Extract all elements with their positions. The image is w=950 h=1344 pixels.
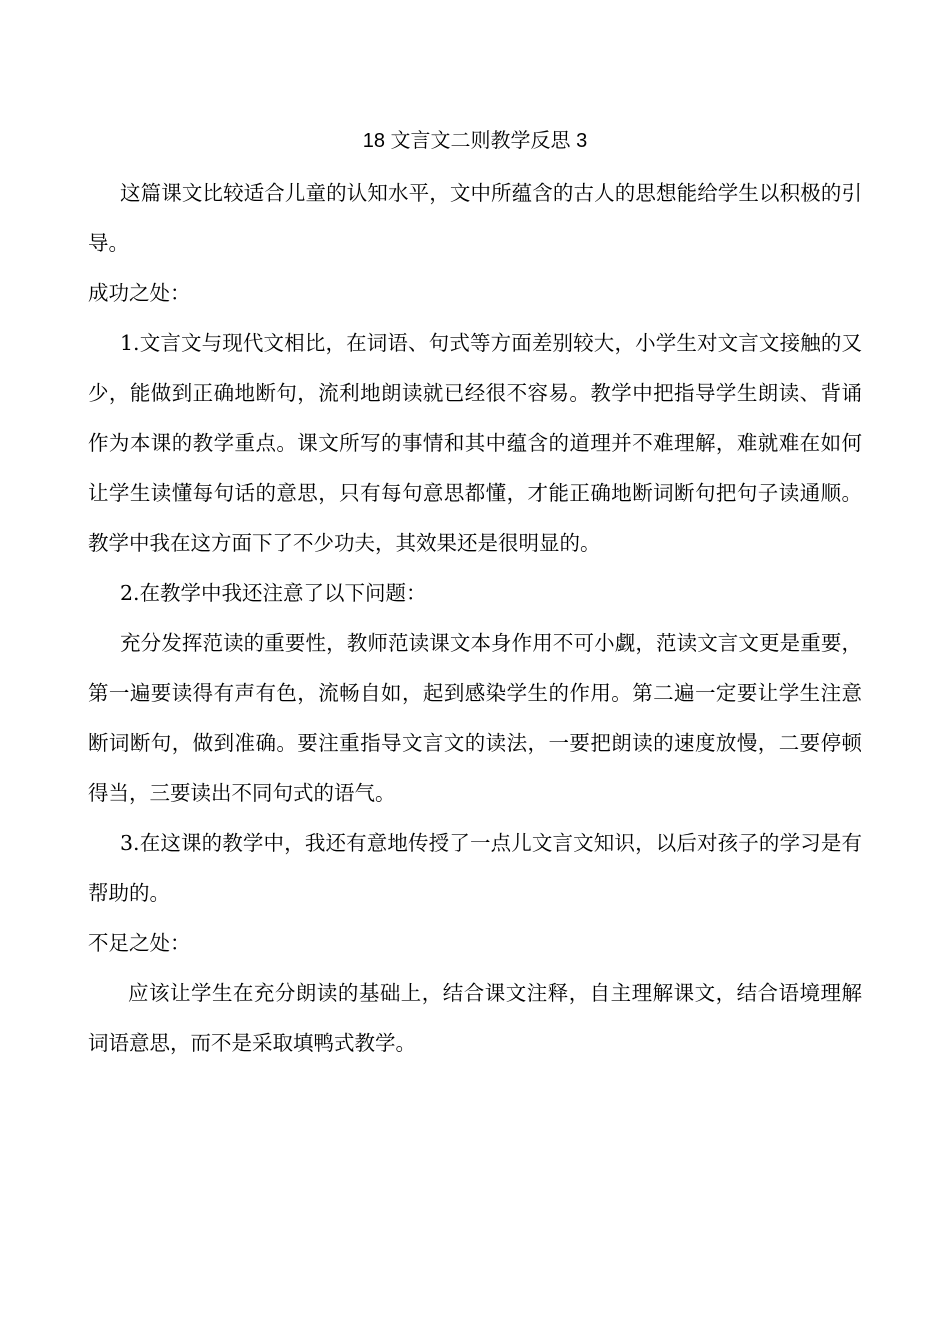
document-page [88,124,862,1068]
document-title: 18 文言文二则教学反思 3 [362,130,588,152]
point-3-paragraph: 3.在这课的教学中，我还有意地传授了一点儿文言文知识，以后对孩子的学习是有帮助的。 [88,831,862,905]
point-1-paragraph: 1.文言文与现代文相比，在词语、句式等方面差别较大，小学生对文言文接触的又少，能做到正确地断句，流利地朗读就已经很不容易。教学中把指导学生朗读、背诵作为本课的教学重点。课文所写的事情和其中蕴含的道理并不难理解，难就难在如何让学生读懂每句话的意思，只有每句意思都懂，才能正确地断词断句把句子读通顺。教学中我在这方面下了不少功夫，其效果还是很明显的。 [88,331,862,555]
intro-paragraph: 这篇课文比较适合儿童的认知水平，文中所蕴含的古人的思想能给学生以积极的引导。 [88,181,862,255]
point-2-paragraph: 2.在教学中我还注意了以下问题： [120,581,427,605]
success-heading: 成功之处： [88,281,191,305]
point-2-detail-paragraph: 充分发挥范读的重要性，教师范读课文本身作用不可小觑，范读文言文更是重要，第一遍要读得有声有色，流畅自如，起到感染学生的作用。第二遍一定要让学生注意断词断句，做到准确。要注重指导文言文的读法，一要把朗读的速度放慢，二要停顿得当，三要读出不同句式的语气。 [88,631,862,805]
shortcoming-heading: 不足之处： [88,931,191,955]
shortcoming-paragraph: 应该让学生在充分朗读的基础上，结合课文注释，自主理解课文，结合语境理解词语意思，而不是采取填鸭式教学。 [88,981,862,1055]
